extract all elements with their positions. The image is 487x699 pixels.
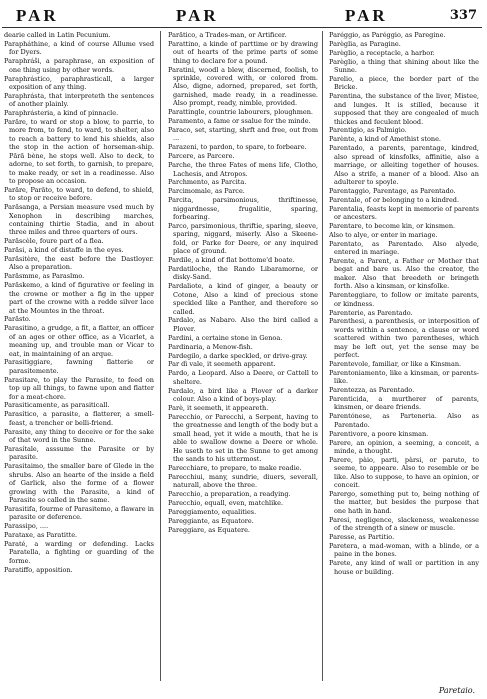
dictionary-entry: Parentina, the substance of the liver, Mistee, and lunges. It is stilled, because it supposed that they are congealed of much thickes and feculent blood.: [329, 92, 479, 126]
dictionary-entry: Parcimomale, as Parce.: [168, 187, 245, 196]
dictionary-entry: Parecchiare, to prepare, to make readie.: [168, 463, 302, 472]
running-head-right: PAR: [345, 6, 388, 25]
dictionary-entry: Parentalia, feasts kept in memorie of parents or ancesters.: [329, 204, 479, 222]
dictionary-entry: Parete, any kind of wall or partition in any house or building.: [329, 559, 479, 576]
dictionary-entry: Parentigio, as Palmigio.: [329, 126, 407, 135]
running-head-middle: PAR: [176, 6, 219, 25]
dictionary-entry: Pareggiamento, equalities.: [168, 507, 257, 516]
header-rule: [2, 27, 482, 28]
dictionary-entry: Pardinaria, a Menow-fish.: [168, 342, 253, 351]
dictionary-entry: Pardile, a kind of flat bottome'd boate.: [168, 256, 295, 265]
dictionary-entry: Parattino, a kinde of parttime or by drawing out of hearts of the prime parts of some thing to declare for a pound.: [168, 39, 318, 65]
dictionary-entry: Paraphrástico, paraphrasticall, a larger exposition of any thing.: [4, 74, 154, 91]
dictionary-entry: Paretera, a mad-woman, with a blinde, or a paine in the bones.: [329, 541, 479, 559]
dictionary-entry: Par dì vale, it seemeth apparent.: [168, 360, 276, 369]
dictionary-entry: Paratiffo, apposition.: [4, 565, 73, 574]
column-divider-2: [322, 31, 323, 681]
dictionary-entry: Parentato, as Parentado. Also alyede, entered in mariage.: [329, 239, 479, 257]
dictionary-entry: Parătico, a Trades-man, or Artificer.: [168, 31, 287, 39]
dictionary-entry: Parassipo, ....: [4, 522, 49, 531]
column-1: [4, 31, 154, 575]
dictionary-entry: Pardatiloche, the Rando Libaramorne, or disky-Sand.: [168, 264, 318, 282]
dictionary-entry: Parăscèle, foure part of a flea.: [4, 237, 104, 246]
dictionary-entry: Parataxe, as Paratitte.: [4, 531, 78, 540]
dictionary-entry: Parenticida, a murtherer of parents, kinsmen, or deare friends.: [329, 395, 479, 412]
dictionary-entry: Parere, pàio, parti, pàrsi, or paruto, to seeme, to appeare. Also to resemble or be like. Also to suppose, to have an opinion, or conceit.: [329, 455, 479, 490]
dictionary-entry: Parecchio, or Parecchi, a Serpent, having to the greatnesse and length of the body but a small head, yet it wide a mouth, that he is able to swallow downe a Deere or whole. He useth to set in the Sunne to get among the sands to his uttermost.: [168, 412, 318, 463]
dictionary-entry: Parecchiui, many, sundrie, diuers, severall, naturall, above the three.: [168, 472, 318, 490]
dictionary-entry: Parere, an opinion, a seeming, a conceit, a minde, a thought.: [329, 438, 479, 455]
dictionary-entry: Paraphráši, a paraphrase, an exposition of one thing using by other words.: [4, 57, 154, 74]
dictionary-entry: Parco, parsimonious, thriftie, sparing, sleeve, sparing, niggard, miserly. Also a Skeene-fold, or Parke for Deere, or any inquired place of ground.: [168, 221, 319, 256]
dictionary-entry: Parentevole, familiar, or like a Kinsman.: [329, 359, 462, 368]
dictionary-entry: Paréggio, as Paréggio, as Paregine.: [329, 31, 446, 39]
dictionary-entry: Parenteggiare, to follow or imitate parents, or kindness.: [329, 291, 479, 308]
dictionary-entry: Pardalo, a bird like a Plover of a darker colour. Also a kind of boys-play.: [168, 386, 318, 404]
dictionary-entry: Pardo, a Leopard. Also a Deere, or Cattell to sheltere.: [168, 369, 318, 386]
dictionary-entry: Parapháthine, a kind of course Allume vsed for Dyers.: [4, 39, 154, 57]
dictionary-entry: Parergo, something put to, being nothing of the matter, but besides the purpose that one hath in hand.: [329, 490, 479, 515]
dictionary-entry: Parasitifa, fourme of Parasitemo, a flaware in parasite or deference.: [4, 504, 154, 522]
dictionary-entry: Parenthesi, a parenthesis, or interposition of words within a sentence, a clause or word scattered within two parentheses, which may be left out, yet the sense may be perfect.: [329, 317, 479, 360]
dictionary-entry: Parasitaimo, the smaller bare of Glede in the shrubs. Also an hearte of the inside a field of Garlick, also the forme of a flower growing with the Parasite, a kind of Parasite so called in the same.: [4, 462, 154, 504]
column-divider-1: [160, 31, 161, 681]
dictionary-entry: Parelio, a piece, the border part of the Bricke.: [329, 75, 479, 92]
dictionary-entry: Paresi, negligence, slackeness, weakenesse of the strength of a sinew or muscle.: [329, 515, 479, 533]
dictionary-entry: Parenterie, as Parentado.: [329, 308, 413, 317]
dictionary-entry: Parentaggio, Parentage, as Parentado.: [329, 186, 456, 195]
dictionary-entry: Parche, the three Fates of mens life, Clotho, Lachesis, and Atropos.: [168, 161, 318, 178]
dictionary-entry: Parăre, Parăto, to ward, to defend, to shield, to stop or receive before.: [4, 185, 154, 203]
dictionary-entry: Parentado, a parents, parentage, kindred, also spread of kinsfolks, affinitie, also a marriage, or alleiting together of houses. Also a strife, a maner of a blood. Also an adulterer to spoyle.: [329, 144, 479, 186]
dictionary-entry: Parentoniamento, like a kinsman, or parents-like.: [329, 368, 479, 386]
dictionary-entry: Parasiticamente, as parasiticall.: [4, 401, 110, 410]
dictionary-entry: dearie called in Latin Pecunium.: [4, 31, 111, 39]
dictionary-entry: Parăsi, a kind of distaffe in the eyes.: [4, 246, 124, 255]
dictionary-entry: Parentezza, as Parentado.: [329, 386, 415, 395]
dictionary-entry: Parcita, parsimonious, thriftinesse, niggardnesse, frugalitie, sparing, forbearing.: [168, 196, 318, 222]
dictionary-entry: Parecchio, equall, even, matchlike.: [168, 498, 284, 507]
catchword: Paretaio.: [438, 686, 475, 695]
dictionary-entry: Parentivore, a poore kinsman.: [329, 429, 429, 438]
dictionary-entry: Parasitino, a grudge, a fit, a flatter, an officer of an ages or other office, as a Vicarlet, a meaning up, and trouble man or Vicar to eat, in maintaining of an arque.: [4, 324, 154, 358]
dictionary-entry: Parăsmme, as Paraslmo.: [4, 272, 85, 281]
dictionary-entry: Parăsitère, the east before the Dastloyer. Also a preparation.: [4, 255, 154, 272]
dictionary-entry: Paraco, set, starting, shrft and free, out from ...: [168, 125, 318, 143]
dictionary-entry: Parèglia, as Paragine.: [329, 39, 401, 48]
dictionary-entry: Parăre, to ward or stop a blow, to parrie, to more from, to fend, to ward, to shelter, also to reach a battery to lend his shields, also the stop in the action of horseman-ship. Pără bène, he stops well. Also to deck, to adorne, to set forth, to garnish, to prepare, to make ready, or set in a readinesse. Also to propose an occasion.: [4, 118, 154, 185]
dictionary-entry: Parchmento, as Parcita.: [168, 178, 247, 187]
dictionary-entry: Parentare, to become kin, or kinsmen.: [329, 221, 456, 230]
dictionary-entry: Paratini, woodl a blew, discerned, foolish, to sprinkle, covered with, or colored from. Also, digne, adorned, prepared, set forth, garnished, made ready, in a readinesse. Also prompt, ready, nimble, provided.: [168, 65, 318, 108]
dictionary-entry: Paresse, as Partitio.: [329, 533, 395, 542]
dictionary-entry: Parecchio, a preparation, a readying.: [168, 490, 291, 499]
dictionary-entry: Parèglio, a receptacle, a harbor.: [329, 48, 435, 57]
dictionary-entry: Pardini, a certaine stone in Genoa.: [168, 333, 283, 342]
dictionary-entry: Parăsto.: [4, 315, 31, 324]
dictionary-entry: Paraphrásteria, a kind of pinnacle.: [4, 109, 119, 118]
column-3: [329, 31, 479, 577]
dictionary-entry: Pareggiare, as Equatere.: [168, 525, 250, 534]
dictionary-entry: Parasite, any thing to deceive or for the sake of that word in the Sunne.: [4, 427, 154, 445]
dictionary-entry: Parènte, a kind of Amethist stone.: [329, 135, 442, 144]
dictionary-entry: Paraté, a warding or defending. Lacks Paratella, a fighting or guarding of the forme.: [4, 539, 154, 565]
dictionary-entry: Parente, a Parent, a Father or Mother that begat and bare us. Also the creator, the maker. Also that breedeth or bringeth forth. Also a kinsman, or kinsfolke.: [329, 257, 479, 291]
dictionary-entry: Parèglio, a thing that shining about like the Sunne.: [329, 57, 479, 75]
dictionary-entry: Parăsanga, a Persian measure vsed much by Xenophon in describing marches, containing thirtie Stadia, and in about three miles and three quarters of ours.: [4, 203, 154, 237]
dictionary-entry: Pardalo, as Nabaro. Also the bird called a Plover.: [168, 316, 318, 333]
dictionary-entry: Also to alye, or enter in mariage.: [329, 230, 438, 239]
dictionary-entry: Parentónese, as Parteneria. Also as Parentado.: [329, 412, 479, 429]
dictionary-entry: Parăskemo, a kind of figurative or feeling in the crowne or mother a fig in the upper part of the crowne with a redde silver lace at the Mountes in the throat.: [4, 281, 154, 315]
page-header: [0, 6, 487, 26]
dictionary-entry: Parcere, as Parcere.: [168, 152, 235, 161]
dictionary-entry: Parasítico, a parasite, a flatterer, a smell-feast, a trencher or belli-friend.: [4, 410, 154, 427]
dictionary-entry: Paraphrásta, that interpreteth the sentences of another plainly.: [4, 91, 154, 109]
dictionary-entry: Parazeni, to pardon, to spare, to forbeare.: [168, 143, 307, 152]
dictionary-entry: Parè, it seemeth, it appeareth.: [168, 403, 269, 412]
dictionary-entry: Parattingle, countrie labourers, ploughmen.: [168, 108, 313, 117]
dictionary-entry: Pardegilo, a darke speckled, or drive-gray.: [168, 351, 308, 360]
dictionary-entry: Parasitare, to play the Parasite, to feed on top up all things, to fawne upon and flatter for a meat-chore.: [4, 375, 154, 401]
dictionary-entry: Parasitiggiare, fawning flatterie or parasitemente.: [4, 358, 154, 375]
dictionary-entry: Pardaliote, a kind of ginger, a beauty or Cotone, Also a kind of precious stone speckled like a Panther, and therefore so called.: [168, 282, 318, 316]
page-number: 337: [449, 8, 477, 23]
dictionary-entry: Paramento, a fame or ssalue for the minde.: [168, 117, 311, 126]
dictionary-entry: Parentale, of or belonging to a kindred.: [329, 195, 460, 204]
dictionary-entry: Pareggiante, as Equatore.: [168, 516, 254, 525]
dictionary-entry: Parasítale, asssume the Parasite or by parasite.: [4, 445, 154, 462]
running-head-left: PAR: [16, 6, 59, 25]
column-2: [168, 31, 318, 535]
